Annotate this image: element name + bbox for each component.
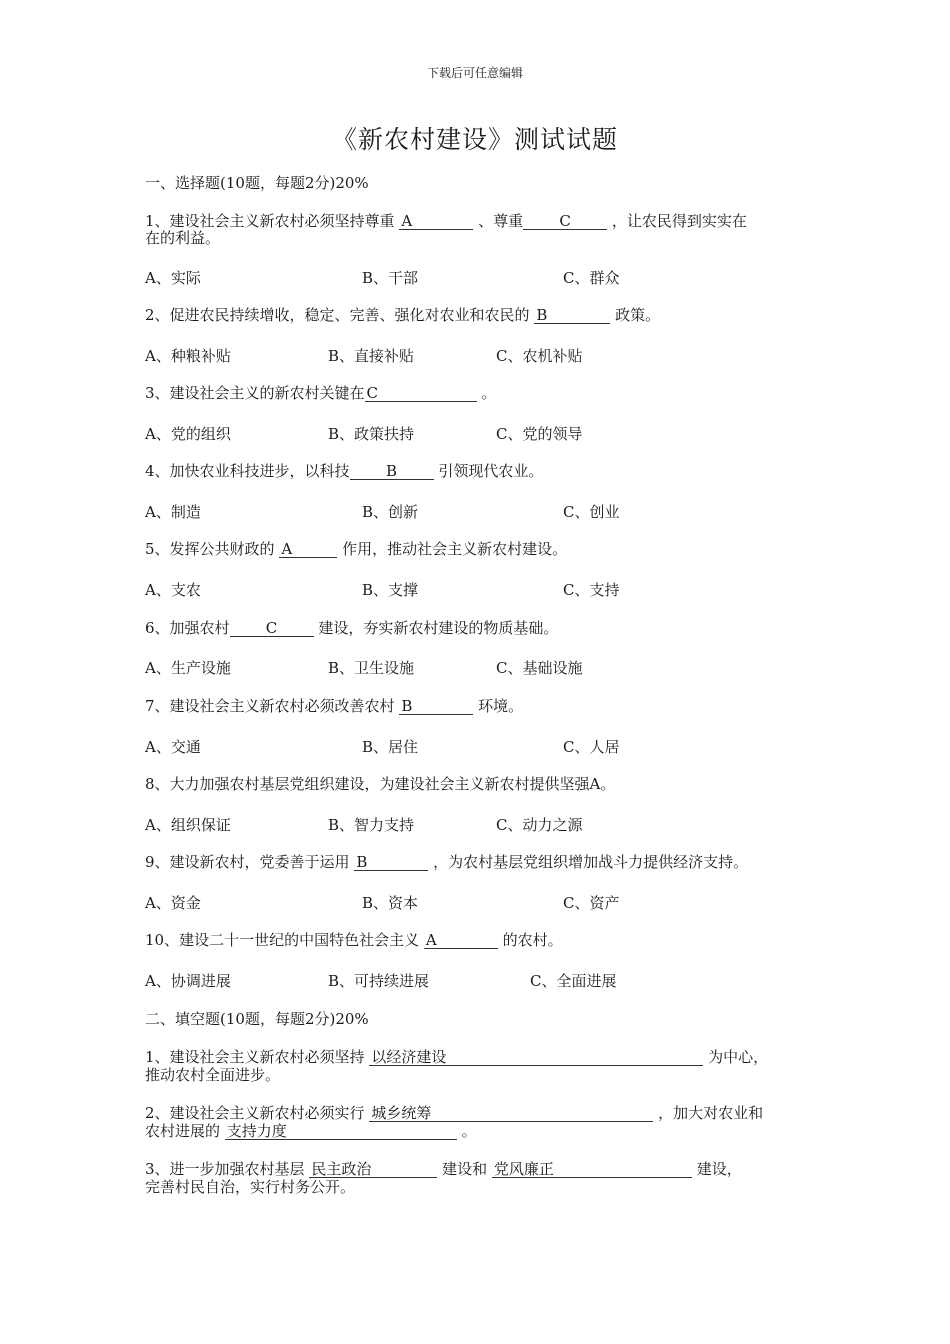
option-a: A、交通 xyxy=(145,738,201,756)
question-6: 6、加强农村 C 建设，夯实新农村建设的物质基础。 xyxy=(145,619,559,637)
option-a: A、党的组织 xyxy=(145,425,231,443)
option-b: B、智力支持 xyxy=(328,816,415,834)
answer-blank[interactable]: A xyxy=(279,541,337,558)
answer-blank[interactable]: B xyxy=(354,854,428,871)
fill-question-1-cont: 推动农村全面进步。 xyxy=(145,1066,281,1084)
answer-blank[interactable]: B xyxy=(534,307,610,324)
question-7: 7、建设社会主义新农村必须改善农村 B 环境。 xyxy=(145,697,524,715)
option-c: C、动力之源 xyxy=(496,816,583,834)
option-b: B、居住 xyxy=(362,738,419,756)
option-c: C、支持 xyxy=(563,581,620,599)
option-a: A、实际 xyxy=(145,269,201,287)
option-c: C、基础设施 xyxy=(496,659,583,677)
option-c: C、创业 xyxy=(563,503,620,521)
option-a: A、制造 xyxy=(145,503,201,521)
section2-heading: 二、填空题(10题，每题2分)20% xyxy=(145,1010,369,1028)
option-c: C、党的领导 xyxy=(496,425,583,443)
answer-blank[interactable]: C xyxy=(230,620,314,637)
option-b: B、政策扶持 xyxy=(328,425,415,443)
answer-blank[interactable]: B xyxy=(399,698,473,715)
fill-question-2-cont: 农村进展的 支持力度 。 xyxy=(145,1122,477,1140)
question-1: 1、建设社会主义新农村必须坚持尊重 A 、尊重 C ，让农民得到实实在 xyxy=(145,212,747,230)
page-title: 《新农村建设》测试试题 xyxy=(331,125,618,154)
fill-question-1: 1、建设社会主义新农村必须坚持 以经济建设 为中心， xyxy=(145,1048,769,1066)
section1-heading: 一、选择题(10题，每题2分)20% xyxy=(145,174,369,192)
answer-blank[interactable]: 党风廉正 xyxy=(492,1161,692,1178)
answer-blank[interactable]: 支持力度 xyxy=(225,1123,457,1140)
page-header: 下载后可任意编辑 xyxy=(426,66,523,80)
option-b: B、直接补贴 xyxy=(328,347,415,365)
answer-blank[interactable]: 以经济建设 xyxy=(369,1049,703,1066)
question-4: 4、加快农业科技进步，以科技 B 引领现代农业。 xyxy=(145,462,544,480)
question-1-cont: 在的利益。 xyxy=(145,229,221,247)
option-a: A、支农 xyxy=(145,581,201,599)
answer-blank[interactable]: 城乡统筹 xyxy=(369,1105,653,1122)
question-10: 10、建设二十一世纪的中国特色社会主义 A 的农村。 xyxy=(145,931,563,949)
question-5: 5、发挥公共财政的 A 作用，推动社会主义新农村建设。 xyxy=(145,540,568,558)
option-c: C、资产 xyxy=(563,894,620,912)
option-c: C、农机补贴 xyxy=(496,347,583,365)
option-a: A、资金 xyxy=(145,894,201,912)
option-b: B、创新 xyxy=(362,503,419,521)
answer-blank[interactable]: B xyxy=(350,463,434,480)
option-b: B、可持续进展 xyxy=(328,972,430,990)
option-a: A、种粮补贴 xyxy=(145,347,231,365)
question-2: 2、促进农民持续增收，稳定、完善、强化对农业和农民的 B 政策。 xyxy=(145,306,661,324)
fill-question-2: 2、建设社会主义新农村必须实行 城乡统筹 ，加大对农业和 xyxy=(145,1104,764,1122)
question-3: 3、建设社会主义的新农村关键在 C 。 xyxy=(145,384,497,402)
question-9: 9、建设新农村，党委善于运用 B ，为农村基层党组织增加战斗力提供经济支持。 xyxy=(145,853,749,871)
option-b: B、干部 xyxy=(362,269,419,287)
option-c: C、群众 xyxy=(563,269,620,287)
answer-blank[interactable]: C xyxy=(365,385,477,402)
option-c: C、人居 xyxy=(563,738,620,756)
option-a: A、生产设施 xyxy=(145,659,231,677)
answer-blank[interactable]: 民主政治 xyxy=(309,1161,437,1178)
question-8: 8、大力加强农村基层党组织建设，为建设社会主义新农村提供坚强A。 xyxy=(145,775,616,793)
option-a: A、组织保证 xyxy=(145,816,231,834)
option-a: A、协调进展 xyxy=(145,972,231,990)
option-b: B、支撑 xyxy=(362,581,419,599)
option-b: B、资本 xyxy=(362,894,419,912)
answer-blank[interactable]: C xyxy=(523,213,607,230)
answer-blank[interactable]: A xyxy=(399,213,473,230)
fill-question-3: 3、进一步加强农村基层 民主政治 建设和 党风廉正 建设， xyxy=(145,1160,742,1178)
option-c: C、全面进展 xyxy=(530,972,617,990)
fill-question-3-cont: 完善村民自治，实行村务公开。 xyxy=(145,1178,356,1196)
option-b: B、卫生设施 xyxy=(328,659,415,677)
answer-blank[interactable]: A xyxy=(424,932,498,949)
